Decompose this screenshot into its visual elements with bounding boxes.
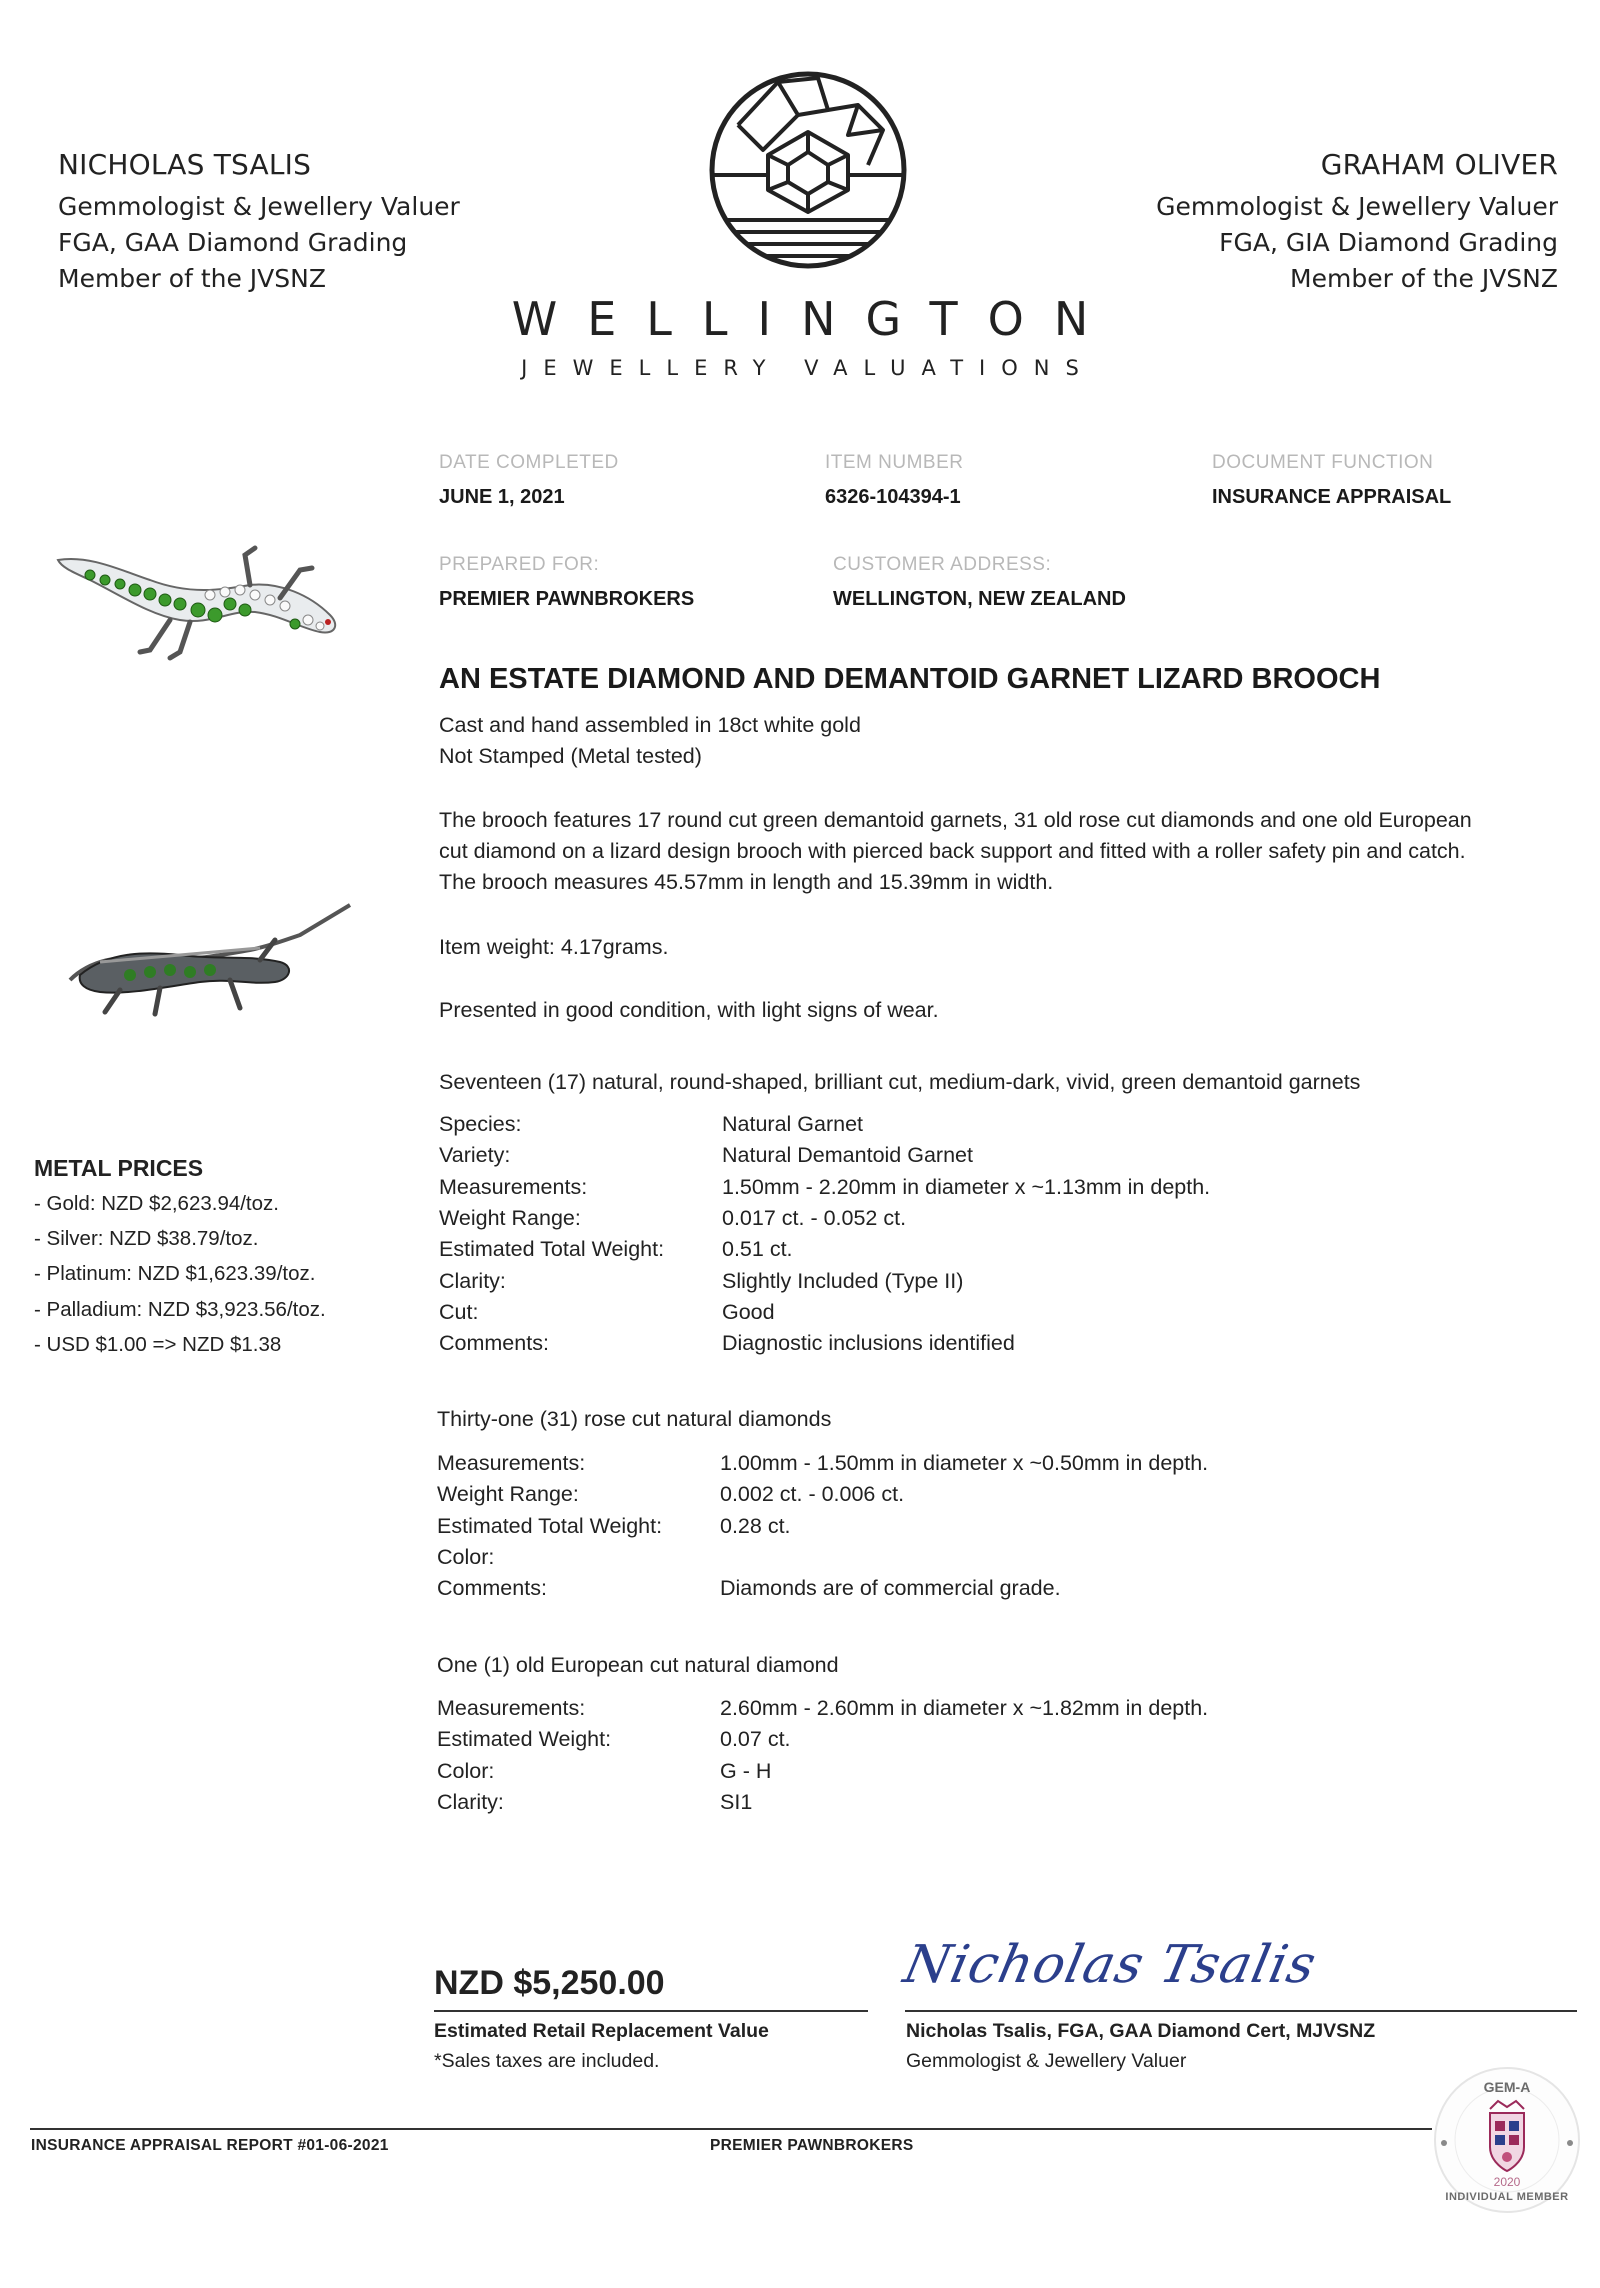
badge-bottom-label: INDIVIDUAL MEMBER — [1445, 2191, 1569, 2203]
prepared-for-label: PREPARED FOR: — [439, 554, 600, 575]
left-valuer-qualification: FGA, GAA Diamond Grading — [58, 228, 408, 257]
spec-label: Weight Range: — [437, 1482, 579, 1507]
customer-address-label: CUSTOMER ADDRESS: — [833, 554, 1052, 575]
gem-a-member-badge — [1432, 2065, 1582, 2215]
wellington-logo-icon — [708, 70, 908, 270]
spec-label: Comments: — [437, 1576, 547, 1601]
prepared-for-field — [439, 554, 694, 611]
description-line-1: The brooch features 17 round cut green demantoid garnets, 31 old rose cut diamonds and one old European — [439, 808, 1472, 832]
item-number-field — [825, 452, 964, 509]
spec-value: 2.60mm - 2.60mm in diameter x ~1.82mm in depth. — [720, 1696, 1209, 1720]
right-valuer-membership: Member of the JVSNZ — [1290, 264, 1558, 293]
spec-row — [439, 1206, 906, 1231]
spec-row — [439, 1269, 963, 1294]
left-valuer-block — [58, 148, 460, 297]
spec-label: Color: — [437, 1544, 495, 1569]
spec-row — [439, 1175, 1210, 1200]
signature-image: Nicholas Tsalis — [898, 1935, 1322, 1995]
spec-row — [439, 1300, 775, 1325]
spec-row — [437, 1696, 1208, 1721]
right-valuer-qualification: FGA, GIA Diamond Grading — [1219, 228, 1558, 257]
right-valuer-name: GRAHAM OLIVER — [1320, 148, 1558, 181]
spec-label: Measurements: — [437, 1451, 586, 1475]
metal-price-gold: - Gold: NZD $2,623.94/toz. — [34, 1192, 279, 1215]
signatory-role: Gemmologist & Jewellery Valuer — [906, 2050, 1187, 2072]
prepared-for-value: PREMIER PAWNBROKERS — [439, 588, 695, 610]
item-weight: Item weight: 4.17grams. — [439, 935, 669, 959]
right-valuer-title: Gemmologist & Jewellery Valuer — [1156, 192, 1558, 221]
description-line-3: The brooch measures 45.57mm in length and 15.39mm in width. — [439, 870, 1054, 894]
spec-value: Diagnostic inclusions identified — [722, 1331, 1015, 1356]
valuation-amount: NZD $5,250.00 — [434, 1964, 665, 2002]
spec-value: 1.50mm - 2.20mm in diameter x ~1.13mm in depth. — [722, 1174, 1211, 1199]
spec-row — [437, 1727, 791, 1752]
spec-value: Diamonds are of commercial grade. — [720, 1576, 1061, 1601]
spec-row — [439, 1237, 793, 1262]
valuation-note: *Sales taxes are included. — [434, 2050, 660, 2072]
item-title: AN ESTATE DIAMOND AND DEMANTOID GARNET LIZARD BROOCH — [439, 663, 1381, 695]
metal-prices-title: METAL PRICES — [34, 1155, 204, 1181]
spec-value: 0.002 ct. - 0.006 ct. — [720, 1482, 905, 1507]
spec-label: Clarity: — [437, 1789, 504, 1814]
spec-row — [439, 1143, 973, 1168]
spec-value: G - H — [720, 1758, 772, 1783]
item-material: Cast and hand assembled in 18ct white gold — [439, 713, 861, 737]
spec-row — [437, 1545, 720, 1570]
customer-address-field — [833, 554, 1126, 611]
spec-label: Color: — [437, 1758, 495, 1783]
spec-value: Natural Garnet — [722, 1112, 864, 1136]
spec-value: Slightly Included (Type II) — [722, 1268, 964, 1293]
valuation-label: Estimated Retail Replacement Value — [434, 2020, 769, 2042]
brand-subtitle: JEWELLERY VALUATIONS — [521, 356, 1095, 380]
european-diamond-heading: One (1) old European cut natural diamond — [437, 1653, 839, 1677]
spec-label: Clarity: — [439, 1268, 506, 1293]
spec-label: Weight Range: — [439, 1205, 581, 1230]
document-function-field — [1212, 452, 1451, 509]
spec-label: Measurements: — [439, 1174, 588, 1199]
spec-row — [437, 1576, 1061, 1601]
spec-label: Species: — [439, 1112, 522, 1136]
spec-label: Measurements: — [437, 1696, 586, 1720]
spec-value: 0.07 ct. — [720, 1727, 791, 1752]
document-function-label: DOCUMENT FUNCTION — [1212, 452, 1434, 473]
brooch-back-photo — [60, 900, 360, 1020]
signature-divider — [905, 2010, 1577, 2012]
spec-row — [439, 1331, 1015, 1356]
left-valuer-name: NICHOLAS TSALIS — [58, 148, 312, 181]
date-completed-field — [439, 452, 619, 509]
garnets-heading: Seventeen (17) natural, round-shaped, brilliant cut, medium-dark, vivid, green demantoid garnets — [439, 1070, 1361, 1094]
spec-value: SI1 — [720, 1789, 753, 1814]
spec-value: 0.28 ct. — [720, 1513, 791, 1538]
badge-year: 2020 — [1493, 2175, 1521, 2189]
spec-row — [439, 1112, 863, 1137]
spec-row — [437, 1759, 771, 1784]
badge-top-label: GEM-A — [1483, 2079, 1531, 2095]
left-valuer-title: Gemmologist & Jewellery Valuer — [58, 192, 460, 221]
spec-value: 0.017 ct. - 0.052 ct. — [722, 1205, 907, 1230]
footer-report-number: INSURANCE APPRAISAL REPORT #01-06-2021 — [31, 2137, 389, 2154]
spec-value: Natural Demantoid Garnet — [722, 1143, 973, 1168]
description-line-2: cut diamond on a lizard design brooch with pierced back support and fitted with a roller safety pin and catch. — [439, 839, 1466, 863]
spec-row — [437, 1514, 791, 1539]
customer-address-value: WELLINGTON, NEW ZEALAND — [833, 588, 1126, 610]
metal-price-palladium: - Palladium: NZD $3,923.56/toz. — [34, 1298, 326, 1321]
item-number-label: ITEM NUMBER — [825, 452, 964, 473]
spec-label: Cut: — [439, 1299, 479, 1324]
date-completed-label: DATE COMPLETED — [439, 452, 619, 473]
spec-value: 0.51 ct. — [722, 1237, 793, 1262]
brand-name: WELLINGTON — [511, 292, 1119, 346]
valuation-divider — [434, 2010, 868, 2012]
spec-row — [437, 1451, 1208, 1476]
spec-value: 1.00mm - 1.50mm in diameter x ~0.50mm in depth. — [720, 1451, 1209, 1475]
item-condition: Presented in good condition, with light signs of wear. — [439, 998, 939, 1022]
spec-label: Estimated Total Weight: — [439, 1237, 665, 1262]
metal-price-exchange-rate: - USD $1.00 => NZD $1.38 — [34, 1333, 282, 1356]
item-number-value: 6326-104394-1 — [825, 486, 961, 508]
spec-label: Variety: — [439, 1143, 511, 1168]
item-description — [439, 805, 1472, 898]
spec-row — [437, 1482, 904, 1507]
document-function-value: INSURANCE APPRAISAL — [1212, 486, 1452, 508]
left-valuer-membership: Member of the JVSNZ — [58, 264, 326, 293]
item-stamp: Not Stamped (Metal tested) — [439, 744, 702, 768]
footer-divider — [30, 2128, 1432, 2130]
right-valuer-block — [1156, 148, 1558, 297]
signatory-name: Nicholas Tsalis, FGA, GAA Diamond Cert, MJVSNZ — [906, 2020, 1376, 2042]
spec-label: Estimated Weight: — [437, 1727, 612, 1752]
rose-diamonds-heading: Thirty-one (31) rose cut natural diamonds — [437, 1407, 832, 1431]
footer-client: PREMIER PAWNBROKERS — [710, 2137, 914, 2154]
spec-value: Good — [722, 1299, 775, 1324]
metal-price-silver: - Silver: NZD $38.79/toz. — [34, 1227, 259, 1250]
date-completed-value: JUNE 1, 2021 — [439, 486, 565, 508]
spec-row — [437, 1790, 752, 1815]
brooch-front-photo — [50, 540, 350, 670]
metal-price-platinum: - Platinum: NZD $1,623.39/toz. — [34, 1262, 316, 1285]
spec-label: Comments: — [439, 1331, 549, 1356]
spec-label: Estimated Total Weight: — [437, 1513, 663, 1538]
